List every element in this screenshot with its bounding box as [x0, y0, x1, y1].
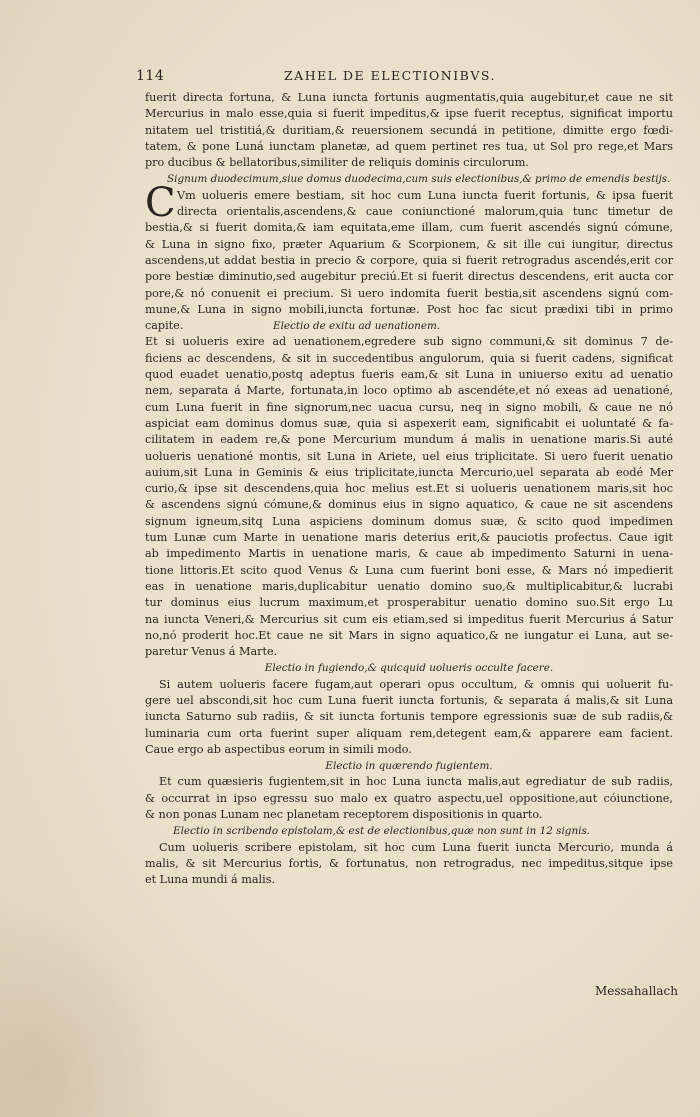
paragraph-opening — [145, 90, 673, 171]
text-line: quod euadet uenatio,postq adeptus fueris eam,& sit Luna in uniuerso exitu ad uenatio — [145, 368, 673, 382]
text-line: bestia,& si fuerit domita,& iam equitata,eme illam, cum fuerit ascendés signú cómune, — [145, 221, 673, 235]
text-line: no,nó proderit hoc.Et caue ne sit Mars in signo aquatico,& ne iungatur ei Luna, aut se- — [145, 628, 673, 642]
text-line: aspiciat eam dominus domus suæ, quia si aspexerit eam, significabit ei uoluntaté & fa- — [145, 416, 673, 430]
text-line: nem, separata á Marte, fortunata,in loco optimo ab ascendéte,et nó exeas ad uenationé, — [145, 384, 673, 398]
section-heading: Electio de exitu ad uenationem. — [273, 320, 441, 333]
running-title: ZAHEL DE ELECTIONIBVS. — [284, 68, 496, 83]
text-line: eas in uenatione maris,duplicabitur uenatio domino suo,& multiplicabitur,& lucrabi — [145, 579, 673, 593]
text-line: mune,& Luna in signo mobili,iuncta fortunæ. Post hoc fac sicut prædixi tibi in primo — [145, 302, 673, 316]
text-line: Cum uolueris scribere epistolam, sit hoc cum Luna fuerit iuncta Mercurio, munda á — [159, 840, 673, 854]
text-line: Mercurius in malo esse,quia si fuerit impeditus,& ipse fuerit receptus, significat importu — [145, 107, 673, 121]
page-number: 114 — [136, 68, 165, 84]
text-line: auium,sit Luna in Geminis & eius triplicitate,iuncta Mercurio,uel separata ab eodé Mer — [145, 465, 673, 479]
text-line: paretur Venus á Marte. — [145, 645, 278, 659]
text-line: Caue ergo ab aspectibus eorum in simili modo. — [145, 742, 412, 756]
page-stain — [0, 897, 180, 1117]
text-line: ascendens,ut addat bestia in precio & corpore, quia si fuerit retrogradus ascendés,erit cor — [145, 253, 673, 267]
drop-capital: C — [145, 179, 176, 226]
paragraph-fugitive — [145, 774, 673, 823]
text-line: ab impedimento Martis in uenatione maris, & caue ab impedimento Saturni in uena- — [145, 547, 673, 561]
text-line: tione littoris.Et scito quod Venus & Luna cum fuerint boni esse, & Mars nó impedierit — [145, 563, 673, 577]
text-line: capite. — [145, 319, 184, 333]
text-line: & Luna in signo fixo, præter Aquarium & Scorpionem, & sit ille cui iungitur, directus — [145, 237, 673, 251]
text-line: & non ponas Lunam nec planetam receptorem dispositionis in quarto. — [145, 808, 543, 822]
body-text — [145, 90, 673, 889]
text-line: tatem, & pone Luná iunctam planetæ, ad quem pertinet res tua, ut Sol pro rege,et Mars — [145, 139, 673, 153]
text-line: ficiens ac descendens, & sit in succedentibus angulorum, quia si fuerit cadens, significat — [145, 351, 673, 365]
text-line: Et si uolueris exire ad uenationem,egredere sub signo communi,& sit dominus 7 de- — [145, 335, 673, 349]
paragraph-letter — [145, 840, 673, 889]
text-line: tur dominus eius lucrum maximum,et prosperabitur uenatio domino suo.Sit ergo Lu — [145, 596, 673, 610]
text-line: malis, & sit Mercurius fortis, & fortunatus, non retrogradus, nec impeditus,sitque ipse — [145, 856, 673, 870]
section-heading: Electio in fugiendo,& quicquid uolueris occulte facere. — [264, 662, 554, 675]
text-line: et Luna mundi á malis. — [145, 873, 276, 887]
text-line: luminaria cum orta fuerint super aliquam rem,detegent eam,& apparere eam facient. — [145, 726, 673, 740]
text-line: fuerit directa fortuna, & Luna iuncta fortunis augmentatis,quia augebitur,et caue ne sit — [145, 91, 673, 104]
text-line: signum igneum,sitq Luna aspiciens dominum domus suæ, & scito quod impedimen — [145, 514, 673, 528]
text-line: directa orientalis,ascendens,& caue coniunctioné malorum,quia tunc timetur de — [177, 205, 673, 219]
section-heading: Signum duodecimum,siue domus duodecima,cum suis electionibus,& primo de emendis bestijs. — [167, 173, 671, 186]
catchword: Messahallach — [594, 984, 678, 998]
text-line: curio,& ipse sit descendens,quia hoc melius est.Et si uolueris uenationem maris,sit hoc — [145, 482, 673, 496]
text-line: tum Lunæ cum Marte in uenatione maris deterius erit,& pauciotis profectus. Caue igit — [145, 531, 673, 545]
text-line: uolueris uenationé montis, sit Luna in Ariete, uel eius triplicitate. Si uero fuerit uenatio — [145, 449, 673, 463]
text-line: na iuncta Veneri,& Mercurius sit cum eis etiam,sed si impeditus fuerit Mercurius á Satur — [145, 612, 673, 626]
text-line: & ascendens signú cómune,& dominus eius in signo aquatico, & caue ne sit ascendens — [145, 498, 673, 512]
text-line: pore,& nó conuenit ei precium. Si uero indomita fuerit bestia,sit ascendens signú com- — [145, 286, 673, 300]
text-line: & occurrat in ipso egressu suo malo ex quatro aspectu,uel oppositione,aut cóiunctione, — [145, 791, 673, 805]
text-line: nitatem uel tristitiá,& duritiam,& reuersionem secundá in petitione, dimitte ergo fœdi- — [145, 123, 673, 137]
section-heading: Electio in scribendo epistolam,& est de electionibus,quæ non sunt in 12 signis. — [173, 825, 591, 838]
paragraph-hunting — [145, 334, 673, 660]
text-line: pro ducibus & bellatoribus,similiter de reliquis dominis circulorum. — [145, 156, 529, 170]
text-line: cilitatem in eadem re,& pone Mercurium mundum á malis in uenatione maris.Si auté — [145, 433, 673, 447]
text-line: Vm uolueris emere bestiam, sit hoc cum Luna iuncta fuerit fortunis, & ipsa fuerit — [177, 188, 673, 202]
text-line: iuncta Saturno sub radiis, & sit iuncta fortunis tempore egressionis suæ de sub radiis,& — [145, 710, 673, 724]
paragraph-flight — [145, 677, 673, 758]
text-line: Si autem uolueris facere fugam,aut operari opus occultum, & omnis qui uoluerit fu- — [159, 677, 673, 691]
text-line: Et cum quæsieris fugientem,sit in hoc Luna iuncta malis,aut egrediatur de sub radiis, — [159, 775, 673, 789]
section-heading: Electio in quærendo fugientem. — [325, 760, 493, 773]
text-line: cum Luna fuerit in fine signorum,nec uacua cursu, neq in signo mobili, & caue ne nó — [145, 400, 673, 414]
text-line: gere uel abscondi,sit hoc cum Luna fuerit iuncta fortunis, & separata á malis,& sit Luna — [145, 693, 673, 707]
text-line: pore bestiæ diminutio,sed augebitur preciú.Et si fuerit directus descendens, erit aucta cor — [145, 270, 673, 284]
